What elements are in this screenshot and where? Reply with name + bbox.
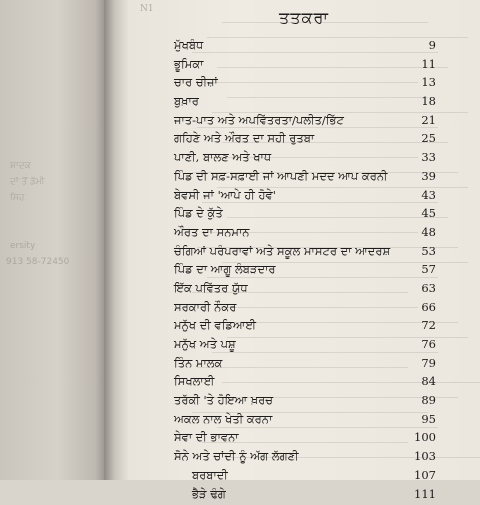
toc-entry-title: ਇੱਕ ਪਵਿੱਤਰ ਯੁੱਧ bbox=[174, 281, 248, 296]
toc-entry-page: 25 bbox=[421, 131, 436, 145]
toc-entry-page: 48 bbox=[421, 225, 436, 239]
toc-entry-page: 84 bbox=[421, 374, 436, 388]
toc-entry-title: ਸੇਵਾ ਦੀ ਭਾਵਨਾ bbox=[174, 430, 239, 445]
page-title: ਤਤਕਰਾ bbox=[128, 8, 480, 28]
toc-entry bbox=[174, 374, 436, 393]
toc-entry bbox=[174, 94, 436, 113]
toc-entry-title: ਔਰਤ ਦਾ ਸਨਮਾਨ bbox=[174, 225, 249, 240]
toc-entry-page: 43 bbox=[421, 188, 436, 202]
toc-entry-page: 111 bbox=[414, 487, 436, 501]
toc-entry bbox=[174, 300, 436, 319]
toc-entry-title: ਸਰਕਾਰੀ ਨੌਕਰ bbox=[174, 300, 236, 315]
toc-entry-page: 95 bbox=[421, 412, 436, 426]
toc-entry-title: ਮਨੁੱਖ ਅਤੇ ਪਸ਼ੂ bbox=[174, 337, 236, 352]
toc-entry bbox=[174, 150, 436, 169]
left-page bbox=[0, 0, 104, 480]
toc-entry-page: 100 bbox=[414, 430, 436, 444]
toc-entry bbox=[174, 38, 436, 57]
toc-entry-page: 53 bbox=[421, 244, 436, 258]
left-page-fragment: 913 58-72450 bbox=[6, 256, 69, 268]
toc-entry-page: 107 bbox=[414, 468, 436, 482]
book-spine bbox=[104, 0, 128, 480]
toc-entry bbox=[174, 318, 436, 337]
toc-entry-page: 13 bbox=[421, 75, 436, 89]
toc-entry-title: ਬਰਬਾਦੀ bbox=[192, 468, 228, 483]
toc-entry-title: ਪਿੰਡ ਦੇ ਕੁੱਤੇ bbox=[174, 206, 223, 221]
toc-entry-title: ਭੂਮਿਕਾ bbox=[174, 57, 203, 72]
toc-entry bbox=[174, 169, 436, 188]
toc-entry-page: 72 bbox=[421, 318, 436, 332]
toc-entry-page: 79 bbox=[421, 356, 436, 370]
toc-entry-title: ਪਾਣੀ, ਬਾਲਣ ਅਤੇ ਖਾਧ bbox=[174, 150, 271, 165]
toc-entry-title: ਮਨੁੱਖ ਦੀ ਵਡਿਆਈ bbox=[174, 318, 256, 333]
toc-entry-page: 89 bbox=[421, 393, 436, 407]
toc-entry-page: 57 bbox=[421, 262, 436, 276]
toc-entry bbox=[174, 449, 436, 468]
left-page-fragment: ਦਾਂ ਤੋਂ ਡੋਮੀ bbox=[10, 176, 44, 188]
toc-entry-page: 76 bbox=[421, 337, 436, 351]
toc-entry-title: ਤਰੱਕੀ 'ਤੇ ਹੋਇਆ ਖ਼ਰਚ bbox=[174, 393, 273, 408]
toc-entry bbox=[174, 206, 436, 225]
toc-entry-page: 39 bbox=[421, 169, 436, 183]
toc-entry bbox=[174, 131, 436, 150]
toc-entry bbox=[174, 468, 436, 487]
toc-entry bbox=[174, 337, 436, 356]
toc-entry-title: ਸੋਨੇ ਅਤੇ ਚਾਂਦੀ ਨੂੰ ਅੱਗ ਲੱਗਣੀ bbox=[174, 449, 299, 464]
toc-entry-page: 103 bbox=[414, 449, 436, 463]
table-of-contents bbox=[174, 38, 436, 505]
toc-entry-page: 66 bbox=[421, 300, 436, 314]
toc-entry bbox=[174, 412, 436, 431]
toc-entry bbox=[174, 188, 436, 207]
toc-entry bbox=[174, 356, 436, 375]
toc-entry-title: ਮੁੱਖਬੰਧ bbox=[174, 38, 203, 53]
toc-entry-title: ਅਕਲ ਨਾਲ ਖੇਤੀ ਕਰਨਾ bbox=[174, 412, 272, 427]
toc-entry-title: ਸਿਖਲਾਈ bbox=[174, 374, 214, 389]
page-corner-number: N1 bbox=[140, 4, 154, 14]
toc-entry-title: ਚਾਰ ਚੀਜ਼ਾਂ bbox=[174, 75, 218, 90]
toc-entry-title: ਚੰਗਿਆਂ ਪਰੰਪਰਾਵਾਂ ਅਤੇ ਸਕੂਲ ਮਾਸਟਰ ਦਾ ਆਦਰਸ਼ bbox=[174, 244, 390, 259]
left-page-fragment: ਸ਼ਾਦਕ bbox=[10, 160, 31, 172]
toc-entry-title: ਭੈੜੇ ਢੰਗੇ bbox=[192, 487, 226, 502]
left-page-fragment: ਸਿਹ bbox=[10, 192, 24, 204]
toc-entry-title: ਪਿੰਡ ਦੀ ਸਫ਼-ਸਫ਼ਾਈ ਜਾਂ ਆਪਣੀ ਮਦਦ ਆਪ ਕਰਨੀ bbox=[174, 169, 388, 184]
toc-entry-page: 45 bbox=[421, 206, 436, 220]
toc-entry bbox=[174, 75, 436, 94]
toc-entry bbox=[174, 393, 436, 412]
toc-entry-title: ਬੇਵਸੀ ਜਾਂ 'ਆਪੇ ਹੀ ਹੋਵੇ' bbox=[174, 188, 276, 203]
left-page-fragment: ersity bbox=[10, 240, 35, 252]
toc-entry bbox=[174, 430, 436, 449]
toc-entry-page: 63 bbox=[421, 281, 436, 295]
toc-entry bbox=[174, 113, 436, 132]
toc-entry bbox=[174, 487, 436, 505]
toc-entry bbox=[174, 225, 436, 244]
toc-entry bbox=[174, 281, 436, 300]
toc-page bbox=[128, 0, 480, 480]
toc-entry-page: 21 bbox=[421, 113, 436, 127]
toc-entry bbox=[174, 57, 436, 76]
toc-entry-title: ਪਿੰਡ ਦਾ ਆਗੂ ਲੰਬੜਦਾਰ bbox=[174, 262, 275, 277]
toc-entry-title: ਗਹਿਣੇ ਅਤੇ ਔਰਤ ਦਾ ਸਹੀ ਰੁਤਬਾ bbox=[174, 131, 314, 146]
toc-entry-page: 11 bbox=[421, 57, 436, 71]
toc-entry bbox=[174, 262, 436, 281]
toc-entry-page: 18 bbox=[421, 94, 436, 108]
toc-entry bbox=[174, 244, 436, 263]
toc-entry-title: ਬੁਖ਼ਾਰ bbox=[174, 94, 199, 109]
toc-entry-title: ਤਿੰਨ ਮਾਲਕ bbox=[174, 356, 222, 371]
toc-entry-title: ਜਾਤ-ਪਾਤ ਅਤੇ ਅਪਵਿੱਤਰਤਾ/ਪਲੀਤ/ਭਿੱਟ bbox=[174, 113, 344, 128]
toc-entry-page: 9 bbox=[429, 38, 436, 52]
toc-entry-page: 33 bbox=[421, 150, 436, 164]
